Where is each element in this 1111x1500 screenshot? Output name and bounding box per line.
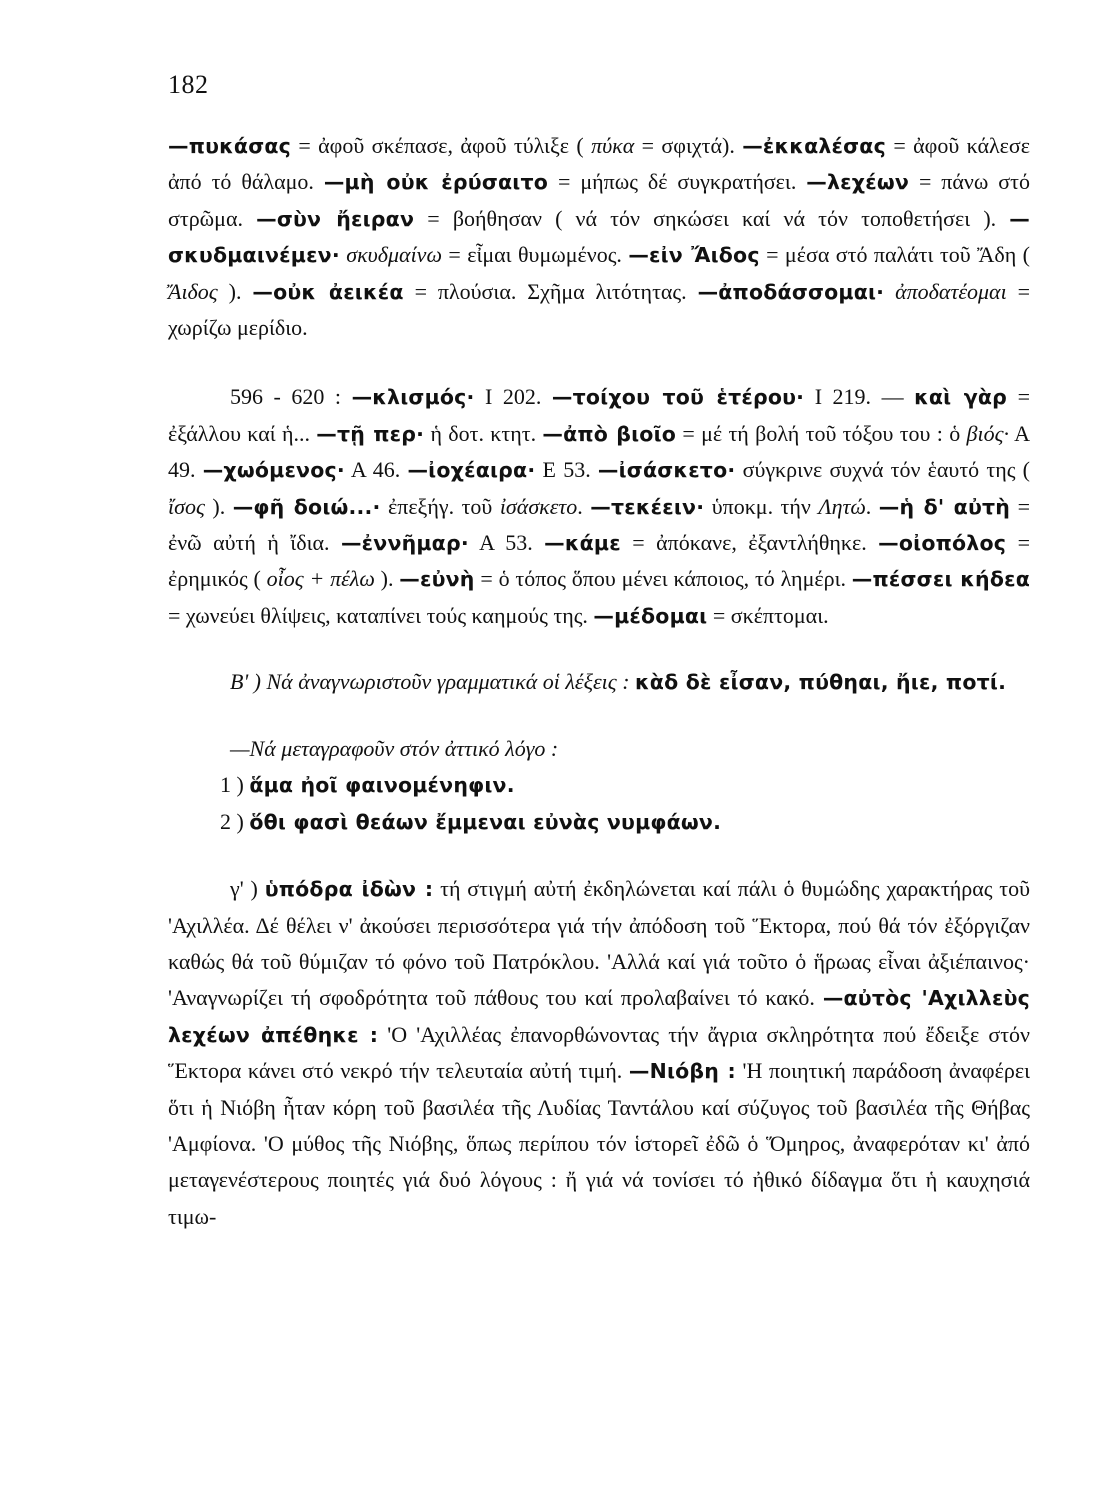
bold-term: —κάμε (544, 531, 621, 556)
bold-term: —τοίχου τοῦ ἑτέρου· (551, 385, 805, 410)
bold-term: —ἐννῆμαρ· (340, 531, 469, 556)
italic-text: σκυδμαίνω (346, 242, 442, 268)
italic-text: πύκα (591, 133, 635, 158)
bold-term: —οὐκ ἀεικέα (252, 279, 404, 304)
italic-text: —Νά μεταγραφοῦν στόν ἀττικό λόγο : (230, 735, 559, 761)
body-text: γ' ) (230, 876, 265, 902)
page-number: 182 (168, 70, 209, 99)
body-text: ἐπεξήγ. τοῦ (380, 493, 500, 519)
body-text: = βοήθησαν ( νά τόν σηκώσει καί νά τόν τοποθετήσει ). (414, 205, 1010, 231)
bold-term: —τῇ περ· (316, 421, 425, 446)
body-text: 596 - 620 : (230, 384, 352, 410)
body-text: = χωρίζω μερίδιο. (168, 278, 1031, 341)
body-text: = ἀφοῦ κάλεσε ἀπό τό θάλαμο. (168, 133, 1030, 195)
translation-list (168, 767, 1030, 841)
body-text: ). (374, 566, 400, 592)
exercise-translation-heading (168, 731, 1030, 767)
body-text: = ἀφοῦ σκέπασε, ἀφοῦ τύλιξε ( (291, 133, 592, 158)
body-text: Α 46. (344, 457, 408, 483)
body-text: σύγκρινε συχνά τόν ἑαυτό της ( (735, 457, 1030, 483)
body-text: = μήπως δέ συγκρατήσει. (548, 169, 807, 195)
bold-term: —μέδομαι (593, 603, 708, 628)
bold-term: ὅθι φασὶ θεάων ἔμμεναι εὐνὰς νυμφάων. (249, 810, 722, 835)
body-text: = ὁ τόπος ὅπου μένει κάποιος, τό λημέρι. (474, 566, 852, 592)
body-text: Ι 202. (474, 384, 552, 410)
body-text: = χωνεύει θλίψεις, καταπίνει τούς καημούς της. (168, 602, 594, 628)
body-text: = πλούσια. Σχῆμα λιτότητας. (403, 278, 698, 304)
page-body (168, 128, 1030, 1235)
body-text (884, 279, 895, 304)
bold-term: —πυκάσας (168, 134, 292, 158)
italic-text: οἶος + πέλω (266, 566, 375, 592)
italic-text: ἀποδατέομαι (895, 278, 1007, 304)
bold-term: —οἰοπόλος (878, 531, 1007, 556)
bold-term: —ἰοχέαιρα· (407, 458, 536, 483)
paragraph-glossary-2 (168, 379, 1030, 634)
italic-text: Λητώ (818, 493, 866, 519)
bold-term: —λεχέων (806, 170, 909, 195)
list-item (220, 804, 1030, 841)
body-text: . (577, 493, 591, 519)
italic-text: Ἄιδος (168, 278, 218, 304)
body-text: Ι 219. — (804, 384, 915, 410)
bold-term: —ἀποδάσσομαι· (697, 279, 885, 304)
bold-term: —τεκέειν· (590, 494, 705, 519)
body-text: τή στιγμή αὐτή ἐκδηλώνεται καί πάλι ὁ θυμώδης χαρακτήρας τοῦ 'Αχιλλέα. Δέ θέλει ν' ἀκούσει περισσότερα γιά τήν ἀπόδοση τοῦ Ἕκτορα, πού θά τόν ἐξόργιζαν καθώς θά τοῦ θύμιζαν τό φόνο τοῦ Πατρόκλου. 'Αλλά καί γιά τοῦτο ὁ ἥρωας εἶναι ἀξιέπαινος· 'Αναγνωρίζει τή σφοδρότητα τοῦ πάθους του καί προλαβαίνει τό κακό. (168, 876, 1030, 1011)
body-text: = πάνω στό στρῶμα. (168, 169, 1030, 231)
body-text: Ε 53. (535, 457, 598, 483)
body-text: = ἐνῶ αὐτή ἡ ἴδια. (168, 493, 1030, 556)
bold-term: —φῆ δοιώ...· (232, 494, 381, 519)
bold-term: —ἡ δ' αὐτὴ (878, 494, 1011, 519)
bold-term: —ἰσάσκετο· (597, 458, 736, 483)
body-text: ὑποκμ. τήν (704, 493, 819, 519)
body-text: 'Ο 'Αχιλλέας ἐπανορθώνοντας τήν ἄγρια σκληρότητα πού ἔδειξε στόν Ἕκτορα κάνει στό νεκρό τήν τελευταία αὐτή τιμή. (168, 1021, 1030, 1084)
body-text: = μέ τή βολή τοῦ τόξου του : ὁ (676, 420, 967, 446)
body-text: 1 ) (220, 772, 250, 798)
body-text: = ἀπόκανε, ἐξαντλήθηκε. (620, 530, 879, 556)
bold-term: —εἰν Ἄιδος (628, 243, 760, 268)
paragraph-glossary-1 (168, 128, 1030, 346)
exercise-grammar (168, 664, 1030, 700)
italic-text: βιός· (966, 420, 1010, 446)
bold-term: καὶ γὰρ (914, 385, 1008, 410)
body-text: = σκέπτομαι. (707, 602, 829, 628)
bold-term: —αὐτὸς 'Αχιλλεὺς λεχέων ἀπέθηκε : (168, 986, 1030, 1047)
list-item (220, 767, 1030, 804)
bold-term: —Νιόβη : (628, 1059, 736, 1084)
bold-term: —μὴ οὐκ ἐρύσαιτο (323, 170, 549, 195)
bold-term: —ἐκκαλέσας (742, 134, 886, 158)
body-text: 'Η ποιητική παράδοση ἀναφέρει ὅτι ἡ Νιόβη ἦταν κόρη τοῦ βασιλέα τῆς Λυδίας Ταντάλου καί σύζυγος τοῦ βασιλέα τῆς Θήβας 'Αμφίονα. 'Ο μύθος τῆς Νιόβης, ὅπως περίπου τόν ἱστορεῖ ἐδῶ ὁ Ὅμηρος, ἀναφερόταν κι' ἀπό μεταγενέστερους ποιητές γιά δυό λόγους : ἤ γιά νά τονίσει τό ἠθικό δίδαγμα ὅτι ἡ καυχησιά τιμω- (168, 1058, 1030, 1229)
bold-term: —πέσσει κήδεα (851, 567, 1030, 592)
bold-term: —ἀπὸ βιοῖο (542, 421, 677, 446)
body-text: = εἶμαι θυμωμένος. (441, 242, 629, 268)
body-text: ). (204, 493, 233, 519)
body-text: = ἐρημικός ( (168, 530, 1030, 592)
italic-text: Β' ) Νά ἀναγνωριστοῦν γραμματικά οἱ λέξεις : (230, 669, 636, 695)
paragraph-commentary (168, 871, 1030, 1235)
body-text: = μέσα στό παλάτι τοῦ Ἄδη ( (759, 242, 1030, 268)
bold-term: —σκυδμαινέμεν· (168, 206, 1030, 268)
body-text: = σφιχτά). (634, 133, 743, 158)
body-text: ). (217, 278, 253, 304)
body-text: ἡ δοτ. κτητ. (424, 420, 543, 446)
italic-text: ἰσάσκετο (499, 493, 578, 519)
bold-term: —εὐνὴ (399, 567, 475, 592)
body-text: Α 49. (168, 420, 1031, 483)
bold-term: —χωόμενος· (202, 458, 345, 483)
bold-term: —κλισμός· (351, 385, 475, 410)
bold-term: κὰδ δὲ εἶσαν, πύθηαι, ἤιε, ποτί. (635, 670, 1007, 695)
body-text: 2 ) (220, 809, 250, 835)
bold-term: —σὺν ἤειραν (256, 206, 415, 231)
bold-term: ὑπόδρα ἰδὼν : (264, 877, 434, 902)
body-text: Α 53. (468, 530, 545, 556)
bold-term: ἅμα ἠοῖ φαινομένηφιν. (249, 773, 515, 798)
italic-text: ἴσος (168, 493, 205, 519)
body-text: . (865, 493, 879, 519)
body-text: = ἐξάλλου καί ἡ... (168, 384, 1030, 446)
